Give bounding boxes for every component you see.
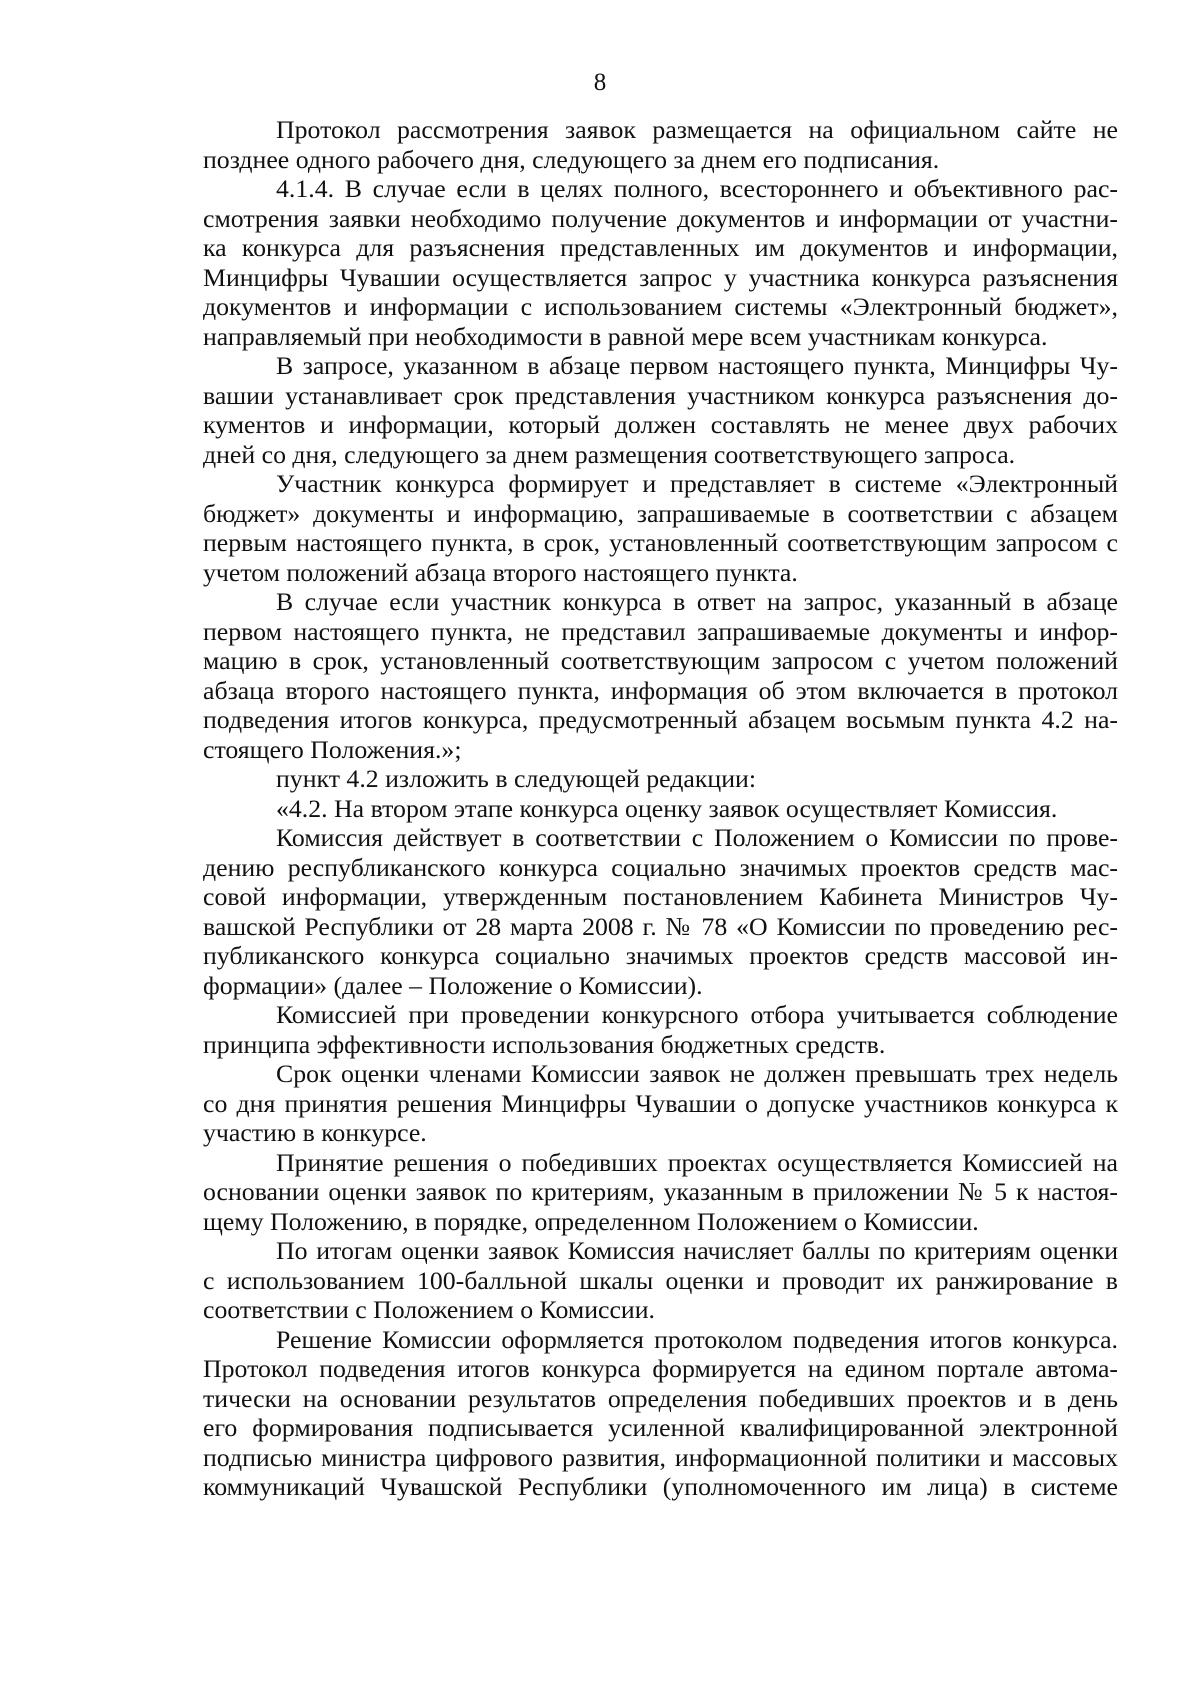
text-line: Протокол подведения итогов конкурса формируется на едином портале автома- — [203, 1354, 1118, 1383]
text-line: Принятие решения о победивших проектах осуществляется Комиссией на — [276, 1147, 1118, 1177]
text-line: направляемый при необходимости в равной мере всем участникам конкурса. — [203, 321, 1048, 351]
text-line: тически на основании результатов определения победивших проектов и в день — [203, 1383, 1118, 1413]
text-line: «4.2. На втором этапе конкурса оценку заявок осуществляет Комиссия. — [276, 793, 1058, 823]
text-line: кументов и информации, который должен составлять не менее двух рабочих — [203, 410, 1118, 439]
text-line: Комиссия действует в соответствии с Положением о Комиссии по прове- — [276, 823, 1118, 852]
page-number: 8 — [593, 69, 607, 96]
text-line: абзаца второго настоящего пункта, информация об этом включается в протокол — [203, 675, 1118, 705]
text-line: Участник конкурса формирует и представляет в системе «Электронный — [276, 469, 1118, 498]
text-line: Минцифры Чувашии осуществляется запрос у участника конкурса разъяснения — [203, 262, 1118, 292]
document-body — [203, 115, 1118, 1502]
text-line: соответствии с Положением о Комиссии. — [203, 1295, 655, 1324]
text-line: В запросе, указанном в абзаце первом настоящего пункта, Минцифры Чу- — [276, 351, 1118, 380]
text-line: стоящего Положения.»; — [203, 734, 462, 764]
text-line: Протокол рассмотрения заявок размещается на официальном сайте не — [276, 115, 1118, 144]
text-line: с использованием 100-балльной шкалы оценки и проводит их ранжирование в — [203, 1265, 1118, 1295]
text-line: Срок оценки членами Комиссии заявок не должен превышать трех недель — [276, 1059, 1118, 1088]
text-line: вашии устанавливает срок представления участником конкурса разъяснения до- — [203, 380, 1118, 410]
text-line: позднее одного рабочего дня, следующего за днем его подписания. — [203, 144, 940, 174]
text-line: Комиссией при проведении конкурсного отбора учитывается соблюдение — [276, 1000, 1118, 1029]
text-line: учетом положений абзаца второго настоящего пункта. — [203, 557, 798, 587]
text-line: В случае если участник конкурса в ответ на запрос, указанный в абзаце — [276, 587, 1118, 616]
text-line: совой информации, утвержденным постановлением Кабинета Министров Чу- — [203, 882, 1118, 911]
text-line: подведения итогов конкурса, предусмотренный абзацем восьмым пункта 4.2 на- — [203, 705, 1118, 734]
text-line: первом настоящего пункта, не представил запрашиваемые документы и инфор- — [203, 616, 1118, 646]
text-line: принципа эффективности использования бюджетных средств. — [203, 1029, 886, 1059]
text-line: ка конкурса для разъяснения представленных им документов и информации, — [203, 233, 1118, 262]
text-line: со дня принятия решения Минцифры Чувашии о допуске участников конкурса к — [203, 1088, 1118, 1118]
text-line: публиканского конкурса социально значимых проектов средств массовой ин- — [203, 941, 1118, 970]
text-line: смотрения заявки необходимо получение документов и информации от участни- — [203, 203, 1118, 233]
text-line: коммуникаций Чувашской Республики (уполномоченного им лица) в системе — [203, 1472, 1118, 1501]
text-line: формации» (далее – Положение о Комиссии). — [203, 970, 703, 1000]
text-line: бюджет» документы и информацию, запрашиваемые в соответствии с абзацем — [203, 498, 1118, 528]
text-line: участию в конкурсе. — [203, 1118, 427, 1147]
text-line: подписью министра цифрового развития, информационной политики и массовых — [203, 1442, 1118, 1472]
text-line: основании оценки заявок по критериям, указанным в приложении № 5 к настоя- — [203, 1177, 1118, 1206]
text-line: мацию в срок, установленный соответствующим запросом с учетом положений — [203, 646, 1118, 675]
text-line: щему Положению, в порядке, определенном Положением о Комиссии. — [203, 1206, 979, 1236]
text-line: пункт 4.2 изложить в следующей редакции: — [276, 764, 756, 793]
text-line: его формирования подписывается усиленной квалифицированной электронной — [203, 1413, 1118, 1442]
text-line: дению республиканского конкурса социально значимых проектов средств мас- — [203, 852, 1118, 882]
text-line: Решение Комиссии оформляется протоколом подведения итогов конкурса. — [276, 1324, 1118, 1354]
text-line: дней со дня, следующего за днем размещения соответствующего запроса. — [203, 439, 1016, 469]
text-line: 4.1.4. В случае если в целях полного, всестороннего и объективного рас- — [276, 174, 1118, 203]
text-line: вашской Республики от 28 марта 2008 г. № 78 «О Комиссии по проведению рес- — [203, 911, 1118, 941]
text-line: По итогам оценки заявок Комиссия начисляет баллы по критериям оценки — [276, 1236, 1118, 1265]
text-line: документов и информации с использованием системы «Электронный бюджет», — [203, 292, 1118, 321]
text-line: первым настоящего пункта, в срок, установленный соответствующим запросом с — [203, 528, 1118, 557]
